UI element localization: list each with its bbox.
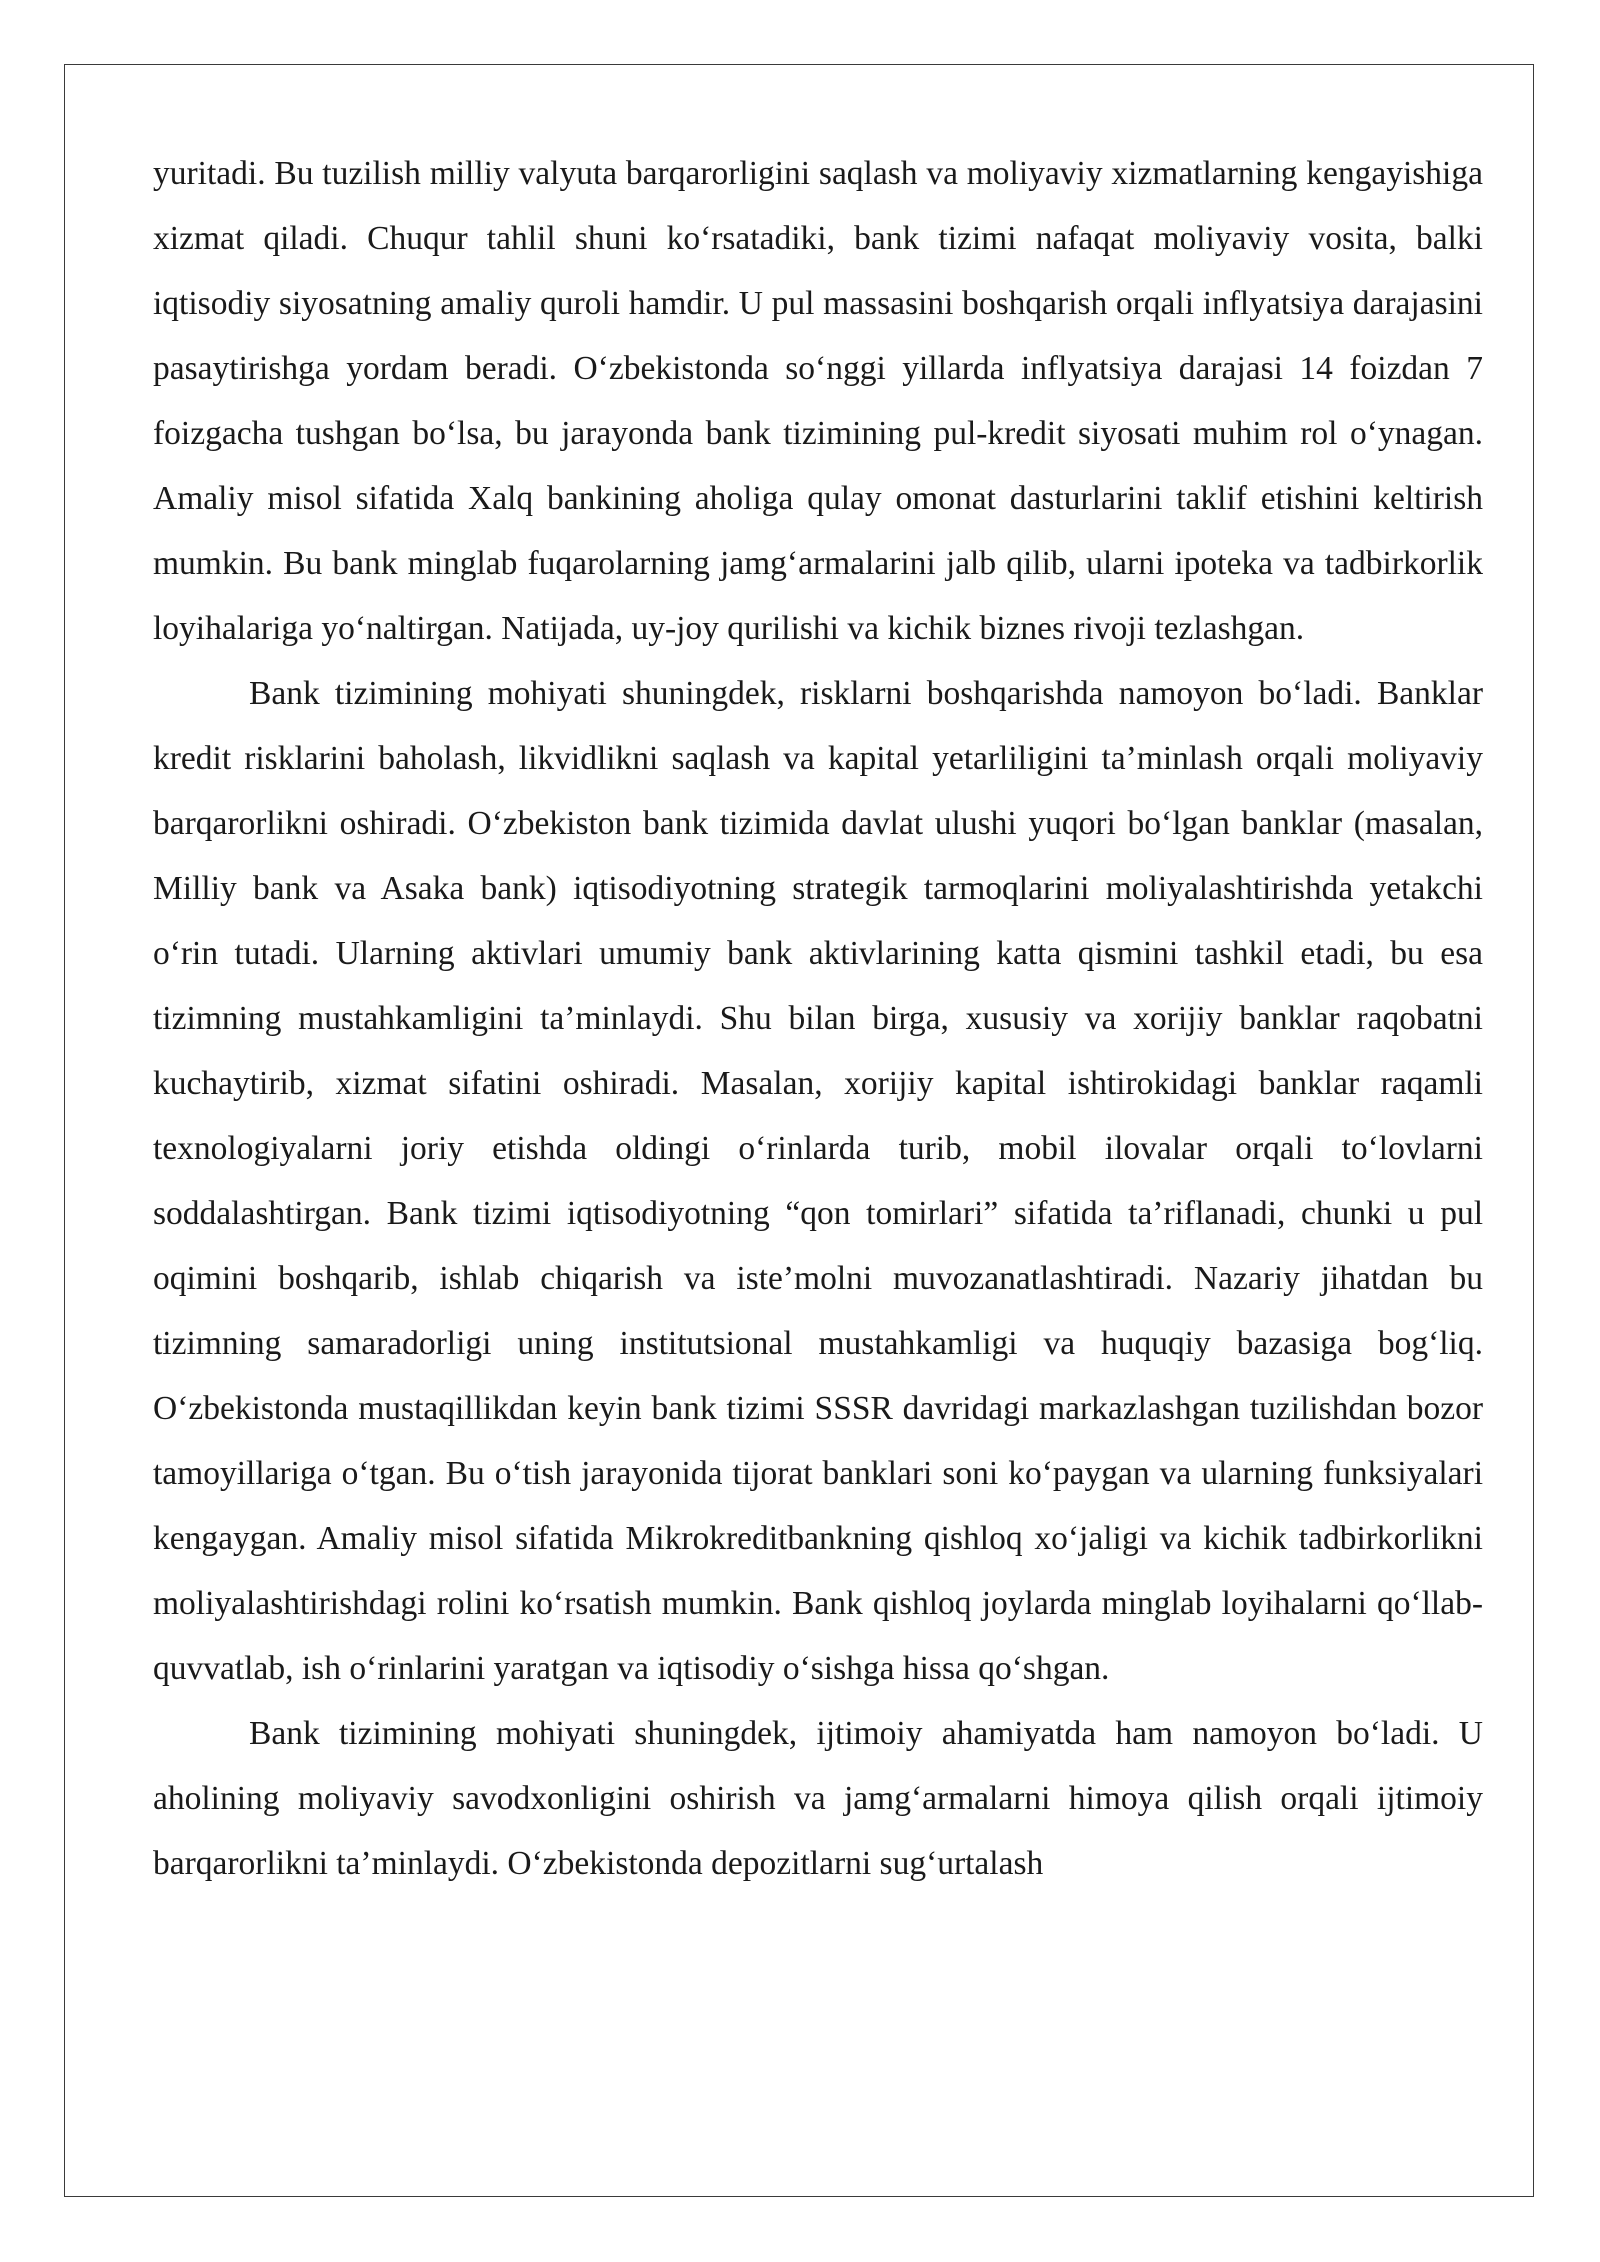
paragraph-continuation: yuritadi. Bu tuzilish milliy valyuta barqarorligini saqlash va moliyaviy xizmatlarning kengayishiga xizmat qiladi. Chuqur tahlil shuni ko‘rsatadiki, bank tizimi nafaqat moliyaviy vosita, balki iqtisodiy siyosatning amaliy quroli hamdir. U pul massasini boshqarish orqali inflyatsiya darajasini pasaytirishga yordam beradi. O‘zbekistonda so‘nggi yillarda inflyatsiya darajasi 14 foizdan 7 foizgacha tushgan bo‘lsa, bu jarayonda bank tizimining pul-kredit siyosati muhim rol o‘ynagan. Amaliy misol sifatida Xalq bankining aholiga qulay omonat dasturlarini taklif etishini keltirish mumkin. Bu bank minglab fuqarolarning jamg‘armalarini jalb qilib, ularni ipoteka va tadbirkorlik loyihalariga yo‘naltirgan. Natijada, uy-joy qurilishi va kichik biznes rivoji tezlashgan. [153,155,1483,647]
paragraph-risk-management: Bank tizimining mohiyati shuningdek, risklarni boshqarishda namoyon bo‘ladi. Banklar kredit risklarini baholash, likvidlikni saqlash va kapital yetarliligini ta’minlash orqali moliyaviy barqarorlikni oshiradi. O‘zbekiston bank tizimida davlat ulushi yuqori bo‘lgan banklar (masalan, Milliy bank va Asaka bank) iqtisodiyotning strategik tarmoqlarini moliyalashtirishda yetakchi o‘rin tutadi. Ularning aktivlari umumiy bank aktivlarining katta qismini tashkil etadi, bu esa tizimning mustahkamligini ta’minlaydi. Shu bilan birga, xususiy va xorijiy banklar raqobatni kuchaytirib, xizmat sifatini oshiradi. Masalan, xorijiy kapital ishtirokidagi banklar raqamli texnologiyalarni joriy etishda oldingi o‘rinlarda turib, mobil ilovalar orqali to‘lovlarni soddalashtirgan. Bank tizimi iqtisodiyotning “qon tomirlari” sifatida ta’riflanadi, chunki u pul oqimini boshqarib, ishlab chiqarish va iste’molni muvozanatlashtiradi. Nazariy jihatdan bu tizimning samaradorligi uning institutsional mustahkamligi va huquqiy bazasiga bog‘liq. O‘zbekistonda mustaqillikdan keyin bank tizimi SSSR davridagi markazlashgan tuzilishdan bozor tamoyillariga o‘tgan. Bu o‘tish jarayonida tijorat banklari soni ko‘paygan va ularning funksiyalari kengaygan. Amaliy misol sifatida Mikrokreditbankning qishloq xo‘jaligi va kichik tadbirkorlikni moliyalashtirishdagi rolini ko‘rsatish mumkin. Bank qishloq joylarda minglab loyihalarni qo‘llab-quvvatlab, ish o‘rinlarini yaratgan va iqtisodiy o‘sishga hissa qo‘shgan. [153,675,1483,1687]
document-body [153,141,1483,1896]
paragraph-social-significance: Bank tizimining mohiyati shuningdek, ijtimoiy ahamiyatda ham namoyon bo‘ladi. U aholining moliyaviy savodxonligini oshirish va jamg‘armalarni himoya qilish orqali ijtimoiy barqarorlikni ta’minlaydi. O‘zbekistonda depozitlarni sug‘urtalash [153,1715,1483,1882]
